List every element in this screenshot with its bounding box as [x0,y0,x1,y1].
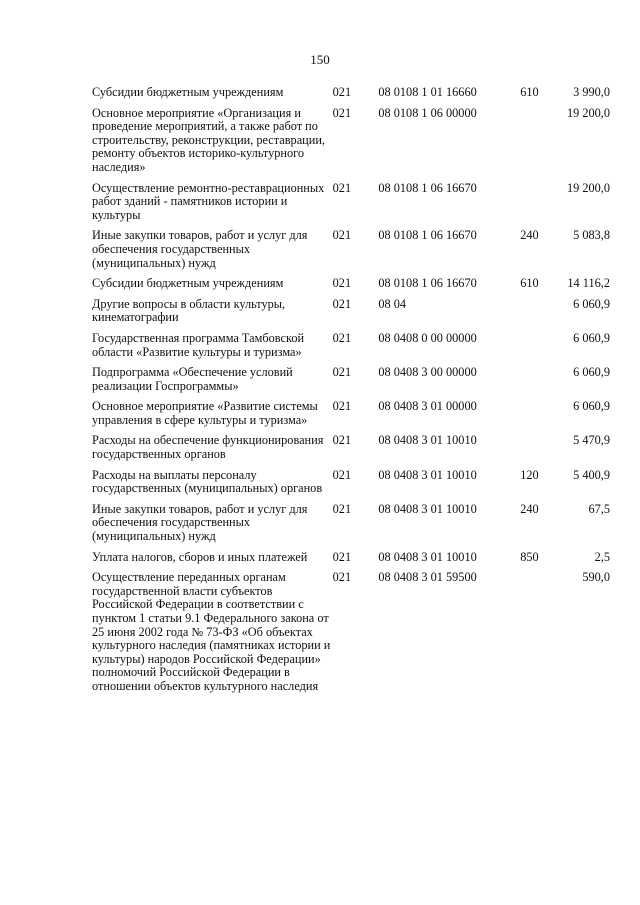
row-name: Уплата налогов, сборов и иных платежей [92,549,308,564]
amount: 590,0 [582,570,610,585]
ministry-code: 021 [332,180,352,195]
section-code: 08 04 [378,467,407,482]
expense-type-code [520,182,542,230]
table-row [92,366,610,400]
page-number: 150 [310,52,330,67]
target-article-code: 08 3 00 00000 [406,365,477,380]
ministry-code: 021 [332,228,352,243]
amount: 3 990,0 [573,85,610,99]
ministry-code: 021 [332,330,352,345]
amount: 5 400,9 [573,467,610,482]
ministry-code: 021 [332,570,352,585]
ministry-code: 021 [332,365,352,380]
ministry-code: 021 [332,296,352,311]
expense-type-code [520,434,542,468]
row-name: Расходы на обеспечение функционирования государственных органов [92,433,324,462]
row-name: Субсидии бюджетным учреждениям [92,276,284,291]
budget-table-body [92,86,610,701]
table-row [92,551,610,572]
row-name: Основное мероприятие «Организация и проведение мероприятий, а также работ по строительству, реконструкции, реставрации, ремонту объектов историко-культурного наследия» [92,105,325,174]
expense-type-code: 120 [520,467,539,482]
row-name: Осуществление ремонтно-реставрационных работ зданий - памятников истории и культуры [92,180,325,222]
ministry-code: 021 [332,549,352,564]
target-article-code [406,298,520,332]
table-row [92,277,610,298]
table-row [92,229,610,277]
expense-type-code: 610 [520,85,539,99]
amount: 6 060,9 [573,296,610,311]
budget-table [92,86,610,701]
table-row [92,503,610,551]
target-article-code: 08 3 01 10010 [406,433,477,448]
target-article-code: 08 3 01 10010 [406,549,477,564]
expense-type-code: 240 [520,501,539,516]
section-code: 08 01 [378,228,407,243]
ministry-code: 021 [332,399,352,414]
section-code: 08 01 [378,180,407,195]
ministry-code: 021 [332,467,352,482]
section-code: 08 04 [378,549,407,564]
target-article-code: 08 3 01 10010 [406,501,477,516]
ministry-code: 021 [332,433,352,448]
row-name: Расходы на выплаты персоналу государственных (муниципальных) органов [92,467,323,496]
expense-type-code [520,298,542,332]
row-name: Подпрограмма «Обеспечение условий реализации Госпрограммы» [92,365,293,393]
section-code: 08 04 [378,570,407,585]
table-row [92,571,610,700]
expense-type-code [520,400,542,434]
row-name: Субсидии бюджетным учреждениям [92,85,284,99]
table-row [92,469,610,503]
amount: 6 060,9 [573,365,610,380]
target-article-code: 08 1 06 16670 [406,228,477,243]
expense-type-code: 850 [520,549,539,564]
amount: 5 083,8 [573,228,610,243]
row-name: Иные закупки товаров, работ и услуг для обеспечения государственных (муниципальных) нужд [92,228,308,270]
row-name: Иные закупки товаров, работ и услуг для обеспечения государственных (муниципальных) нужд [92,501,308,544]
target-article-code: 08 1 06 00000 [406,105,477,120]
section-code: 08 04 [378,501,407,516]
expense-type-code [520,332,542,366]
ministry-code: 021 [332,105,352,120]
section-code: 08 01 [378,105,407,120]
target-article-code: 08 3 01 59500 [406,570,477,585]
row-name: Другие вопросы в области культуры, кинематографии [92,296,286,325]
target-article-code: 08 3 01 10010 [406,467,477,482]
section-code: 08 01 [378,85,407,99]
ministry-code: 021 [332,85,352,99]
section-code: 08 04 [378,365,407,380]
ministry-code: 021 [332,501,352,516]
table-row [92,434,610,468]
row-name: Государственная программа Тамбовской области «Развитие культуры и туризма» [92,330,305,359]
target-article-code: 08 1 06 16670 [406,276,477,291]
expense-type-code [520,366,542,400]
ministry-code: 021 [332,276,352,291]
table-row [92,332,610,366]
target-article-code: 08 1 06 16670 [406,180,477,195]
expense-type-code: 610 [520,276,539,291]
section-code: 08 04 [378,296,407,311]
expense-type-code [520,107,542,182]
table-row [92,182,610,230]
row-name: Осуществление переданных органам государственной власти субъектов Российской Федерации в соответствии с пунктом 1 статьи 9.1 Федерального закона от 25 июня 2002 года № 73-ФЗ «Об объектах культурного наследия (памятниках истории и культуры) народов Российской Федерации» полномочий Российской Федерации в отношении объектов культурного наследия [92,570,331,693]
expense-type-code [520,571,542,700]
amount: 19 200,0 [566,105,610,120]
table-row [92,86,610,107]
amount: 14 116,2 [567,276,610,291]
section-code: 08 04 [378,330,407,345]
section-code: 08 04 [378,399,407,414]
amount: 19 200,0 [566,180,610,195]
expense-type-code: 240 [520,228,539,243]
target-article-code: 08 1 01 16660 [406,85,477,99]
target-article-code: 08 3 01 00000 [406,399,477,414]
amount: 6 060,9 [573,330,610,345]
table-row [92,107,610,182]
table-row [92,400,610,434]
amount: 5 470,9 [573,433,610,448]
section-code: 08 01 [378,276,407,291]
row-name: Основное мероприятие «Развитие системы управления в сфере культуры и туризма» [92,399,318,427]
amount: 2,5 [594,549,610,564]
target-article-code: 08 0 00 00000 [406,330,477,345]
amount: 6 060,9 [573,399,610,414]
section-code: 08 04 [378,433,407,448]
table-row [92,298,610,332]
amount: 67,5 [588,501,610,516]
